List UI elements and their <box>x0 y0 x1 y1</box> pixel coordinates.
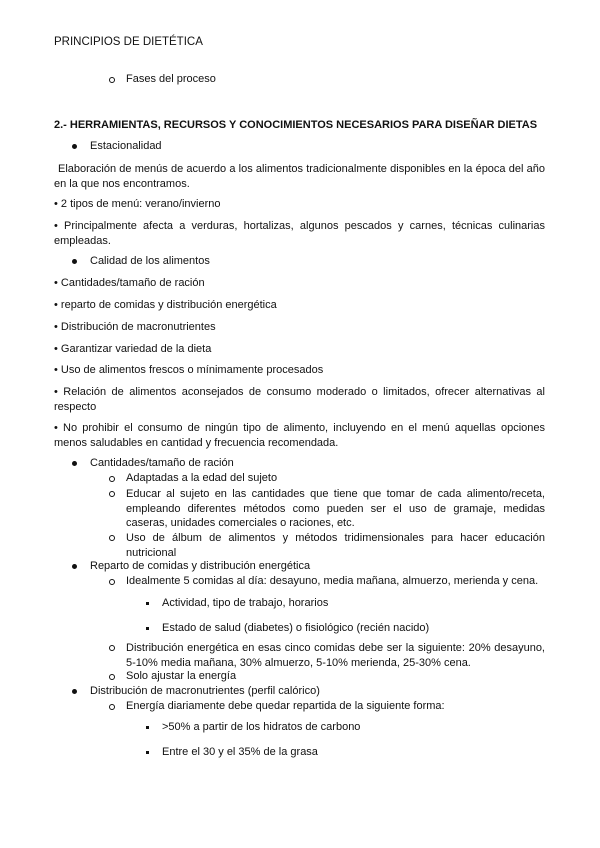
reparto-label: Reparto de comidas y distribución energética <box>90 560 311 572</box>
bullet-icon <box>72 564 77 569</box>
calidad-item: • Cantidades/tamaño de ración <box>54 277 205 289</box>
calidad-relacion: • Relación de alimentos aconsejados de consumo moderado o limitados, ofrecer alternativas al respecto <box>54 386 545 413</box>
list-item-fases: Fases del proceso <box>126 73 216 85</box>
reparto-sub: Solo ajustar la energía <box>126 670 237 682</box>
circle-bullet-icon <box>109 674 115 680</box>
bullet-icon <box>72 461 77 466</box>
circle-bullet-icon <box>109 476 115 482</box>
calidad-item: • Distribución de macronutrientes <box>54 321 216 333</box>
macro-sub: Energía diariamente debe quedar repartida de la siguiente forma: <box>126 700 445 712</box>
square-bullet-icon <box>146 726 149 729</box>
estacionalidad-principal: • Principalmente afecta a verduras, hortalizas, algunos pescados y carnes, técnicas culinarias empleadas. <box>54 220 545 247</box>
cantidades-sub: Educar al sujeto en las cantidades que tiene que tomar de cada alimento/receta, empleando diferentes métodos como pueden ser el uso de gramaje, medidas caseras, unidades comerciales o raciones, etc. <box>126 488 545 529</box>
circle-bullet-icon <box>109 535 115 541</box>
reparto-sub: Distribución energética en esas cinco comidas debe ser la siguiente: 20% desayuno, 5-10% media mañana, 30% almuerzo, 5-10% merienda, 25-30% cena. <box>126 642 545 669</box>
calidad-label: Calidad de los alimentos <box>90 255 210 267</box>
circle-bullet-icon <box>109 491 115 497</box>
circle-bullet-icon <box>109 704 115 710</box>
estacionalidad-label: Estacionalidad <box>90 140 162 152</box>
macro-square-item: Entre el 30 y el 35% de la grasa <box>162 746 318 758</box>
reparto-sub: Idealmente 5 comidas al día: desayuno, media mañana, almuerzo, merienda y cena. <box>126 575 539 587</box>
square-bullet-icon <box>146 602 149 605</box>
calidad-item: • reparto de comidas y distribución energética <box>54 299 277 311</box>
square-bullet-icon <box>146 751 149 754</box>
bullet-icon <box>72 144 77 149</box>
bullet-icon <box>72 259 77 264</box>
document-header: PRINCIPIOS DE DIETÉTICA <box>54 36 203 48</box>
section-heading: 2.- HERRAMIENTAS, RECURSOS Y CONOCIMIENTOS NECESARIOS PARA DISEÑAR DIETAS <box>54 119 538 131</box>
cantidades-sub: Adaptadas a la edad del sujeto <box>126 472 278 484</box>
circle-bullet-icon <box>109 77 115 83</box>
estacionalidad-tipos: • 2 tipos de menú: verano/invierno <box>54 198 221 210</box>
macro-square-item: >50% a partir de los hidratos de carbono <box>162 721 361 733</box>
circle-bullet-icon <box>109 579 115 585</box>
reparto-square-item: Estado de salud (diabetes) o fisiológico (recién nacido) <box>162 622 430 634</box>
reparto-square-item: Actividad, tipo de trabajo, horarios <box>162 597 329 609</box>
bullet-icon <box>72 689 77 694</box>
macro-label: Distribución de macronutrientes (perfil calórico) <box>90 685 320 697</box>
estacionalidad-paragraph: Elaboración de menús de acuerdo a los alimentos tradicionalmente disponibles en la época del año en la que nos encontramos. <box>54 163 545 190</box>
circle-bullet-icon <box>109 645 115 651</box>
cantidades-sub: Uso de álbum de alimentos y métodos tridimensionales para hacer educación nutricional <box>126 532 545 559</box>
cantidades-label: Cantidades/tamaño de ración <box>90 457 234 469</box>
calidad-no-prohibir: • No prohibir el consumo de ningún tipo de alimento, incluyendo en el menú aquellas opciones menos saludables en cantidad y frecuencia recomendada. <box>54 422 545 449</box>
square-bullet-icon <box>146 627 149 630</box>
calidad-item: • Garantizar variedad de la dieta <box>54 343 212 355</box>
calidad-item: • Uso de alimentos frescos o mínimamente procesados <box>54 364 324 376</box>
